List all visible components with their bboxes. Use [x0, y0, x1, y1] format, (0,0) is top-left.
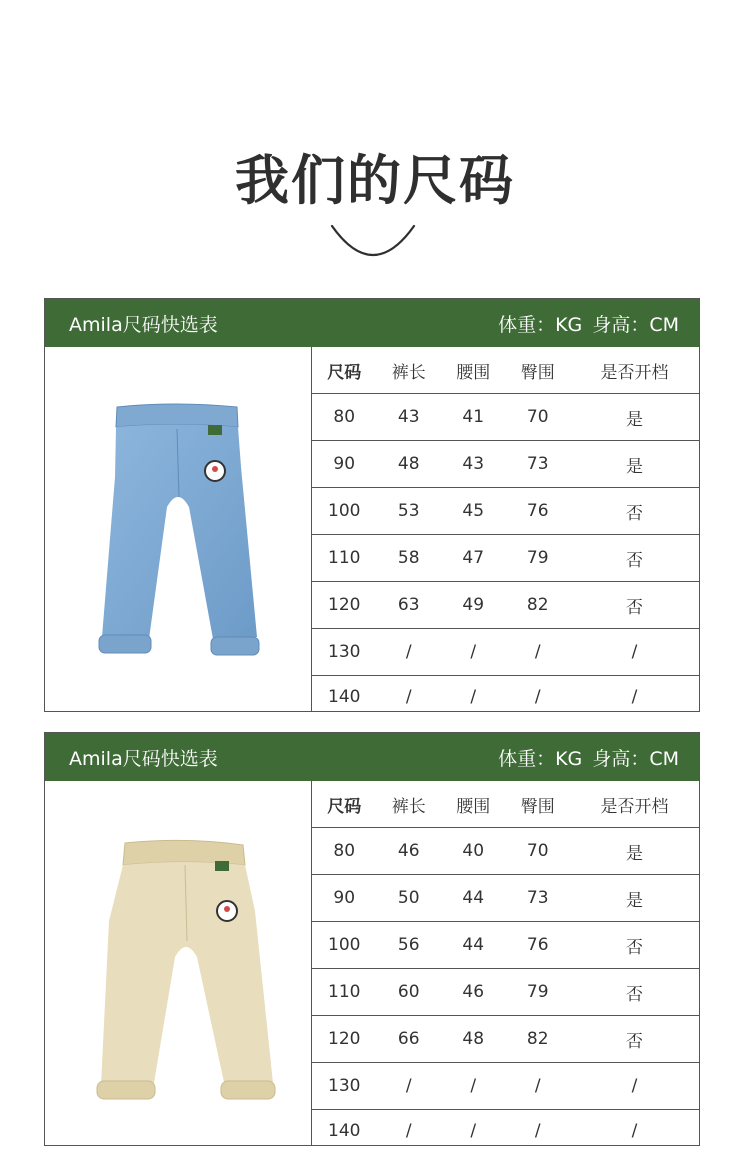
cell-length: 63 [377, 582, 442, 629]
weight-unit: 体重：KG [498, 313, 583, 336]
cell-size: 130 [312, 1063, 377, 1110]
table-row [312, 441, 699, 488]
cell-open-crotch: 是 [570, 394, 699, 441]
table-header-row [312, 347, 699, 394]
col-size-header: 尺码 [312, 347, 377, 394]
table-row [312, 676, 699, 718]
cell-length: / [377, 1063, 442, 1110]
cell-length: 48 [377, 441, 442, 488]
table-row [312, 582, 699, 629]
cell-size: 80 [312, 828, 377, 875]
cell-open-crotch: / [570, 629, 699, 676]
table-row [312, 629, 699, 676]
cell-open-crotch: 否 [570, 488, 699, 535]
cell-open-crotch: 是 [570, 441, 699, 488]
chart-header [45, 299, 699, 347]
chart-title: Amila尺码快选表 [69, 313, 218, 336]
table-row [312, 1016, 699, 1063]
cell-open-crotch: 否 [570, 922, 699, 969]
cell-length: 53 [377, 488, 442, 535]
cell-length: 58 [377, 535, 442, 582]
cell-hip: 76 [506, 922, 571, 969]
cell-waist: 46 [441, 969, 506, 1016]
table-header-row [312, 781, 699, 828]
cell-size: 140 [328, 1120, 361, 1141]
col-open-crotch-header: 是否开档 [570, 781, 699, 828]
cell-open-crotch: / [570, 1063, 699, 1110]
chart-header [45, 733, 699, 781]
cell-hip: / [506, 629, 571, 676]
cell-size: 80 [312, 394, 377, 441]
col-waist-header: 腰围 [441, 781, 506, 828]
cell-waist: 41 [441, 394, 506, 441]
cell-length: / [377, 629, 442, 676]
cell-length: 66 [377, 1016, 442, 1063]
cell-hip: / [506, 1063, 571, 1110]
cell-hip: 70 [506, 828, 571, 875]
cell-hip: / [534, 1120, 541, 1141]
size-chart-beige [44, 732, 700, 1146]
cell-size: 110 [312, 535, 377, 582]
cell-open-crotch: 否 [570, 969, 699, 1016]
table-row [312, 394, 699, 441]
table-row [312, 875, 699, 922]
cell-length: 46 [377, 828, 442, 875]
col-waist-header: 腰围 [441, 347, 506, 394]
smile-decoration-icon [328, 222, 418, 258]
cell-size: 120 [312, 582, 377, 629]
cell-hip: 70 [506, 394, 571, 441]
cell-hip: 79 [506, 969, 571, 1016]
cell-waist: 40 [441, 828, 506, 875]
cell-open-crotch: / [631, 1120, 638, 1141]
cell-size: 140 [328, 686, 361, 707]
weight-unit: 体重：KG [498, 747, 583, 770]
cell-waist: / [470, 686, 477, 707]
table-row [312, 922, 699, 969]
cell-open-crotch: 否 [570, 535, 699, 582]
cell-waist: / [441, 1063, 506, 1110]
table-row [312, 969, 699, 1016]
cell-length: 50 [377, 875, 442, 922]
cell-hip: 79 [506, 535, 571, 582]
table-row [312, 535, 699, 582]
col-length-header: 裤长 [377, 781, 442, 828]
cell-length: / [405, 1120, 412, 1141]
cell-waist: / [441, 629, 506, 676]
cell-hip: 82 [506, 582, 571, 629]
cell-open-crotch: 否 [570, 582, 699, 629]
cell-hip: 76 [506, 488, 571, 535]
col-size-header: 尺码 [312, 781, 377, 828]
cell-length: 60 [377, 969, 442, 1016]
cell-size: 100 [312, 488, 377, 535]
cell-size: 90 [312, 875, 377, 922]
page-title: 我们的尺码 [235, 149, 515, 212]
cell-waist: 44 [441, 875, 506, 922]
cell-size: 90 [312, 441, 377, 488]
size-table [312, 781, 699, 1151]
cell-open-crotch: 否 [570, 1016, 699, 1063]
cell-size: 120 [312, 1016, 377, 1063]
col-hip-header: 臀围 [506, 347, 571, 394]
cell-waist: 48 [441, 1016, 506, 1063]
table-row [312, 828, 699, 875]
table-row [312, 488, 699, 535]
cell-size: 100 [312, 922, 377, 969]
product-image-blue-pants [45, 347, 312, 711]
col-open-crotch-header: 是否开档 [570, 347, 699, 394]
table-row [312, 1063, 699, 1110]
cell-waist: 45 [441, 488, 506, 535]
cell-size: 110 [312, 969, 377, 1016]
cell-size: 130 [312, 629, 377, 676]
product-image-beige-pants [45, 781, 312, 1145]
cell-length: / [405, 686, 412, 707]
cell-hip: / [534, 686, 541, 707]
cell-length: 43 [377, 394, 442, 441]
cell-hip: 82 [506, 1016, 571, 1063]
cell-hip: 73 [506, 441, 571, 488]
cell-waist: / [470, 1120, 477, 1141]
table-row [312, 1110, 699, 1152]
height-unit: 身高：CM [592, 747, 679, 770]
cell-open-crotch: / [631, 686, 638, 707]
cell-open-crotch: 是 [570, 828, 699, 875]
cell-hip: 73 [506, 875, 571, 922]
col-length-header: 裤长 [377, 347, 442, 394]
height-unit: 身高：CM [592, 313, 679, 336]
chart-title: Amila尺码快选表 [69, 747, 218, 770]
cell-open-crotch: 是 [570, 875, 699, 922]
units-label [494, 744, 679, 771]
cell-waist: 49 [441, 582, 506, 629]
size-chart-blue [44, 298, 700, 712]
cell-waist: 47 [441, 535, 506, 582]
size-table [312, 347, 699, 717]
cell-waist: 44 [441, 922, 506, 969]
units-label [494, 310, 679, 337]
cell-length: 56 [377, 922, 442, 969]
col-hip-header: 臀围 [506, 781, 571, 828]
cell-waist: 43 [441, 441, 506, 488]
